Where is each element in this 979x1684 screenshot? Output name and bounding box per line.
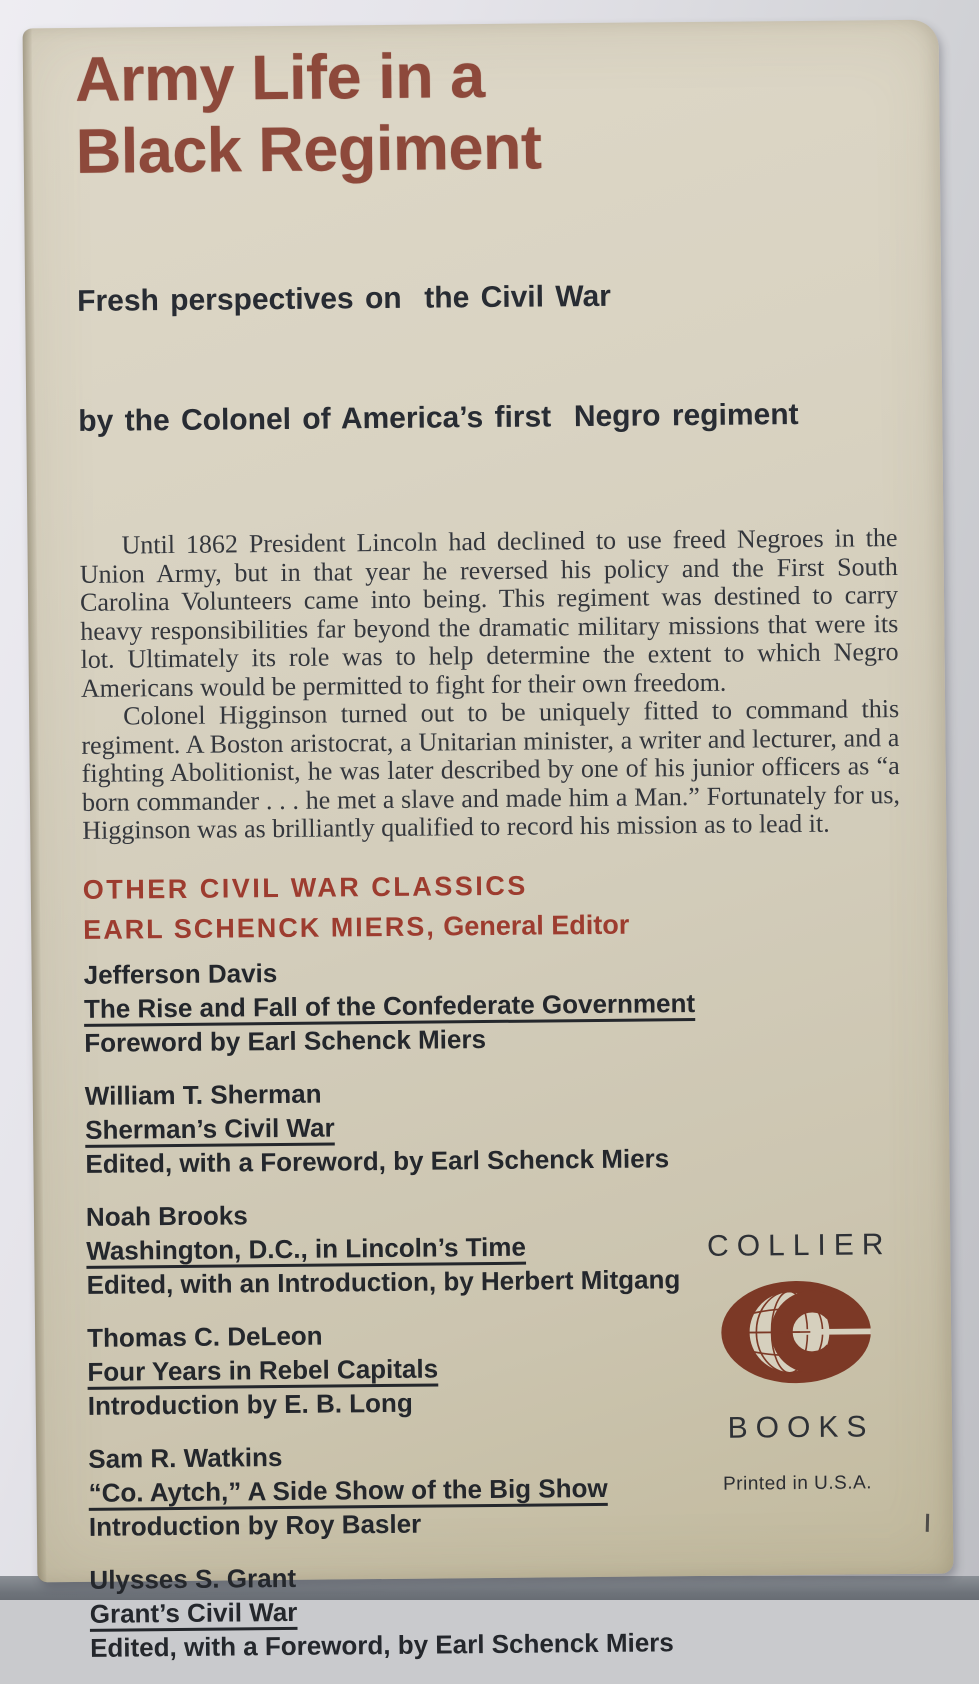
publisher-name-bottom: BOOKS: [682, 1410, 912, 1446]
printed-in-usa: Printed in U.S.A.: [682, 1472, 912, 1496]
book-credit: Edited, with a Foreword, by Earl Schenck Miers: [85, 1139, 903, 1181]
cover-scuff-mark: [926, 1514, 929, 1532]
book-title: [75, 36, 894, 188]
book-entry-title-text: Washington, D.C., in Lincoln’s Time: [86, 1231, 526, 1265]
subtitle-line1: Fresh perspectives on the Civil War: [77, 274, 895, 322]
book-title-line2: Black Regiment: [75, 108, 894, 188]
book-author: William T. Sherman: [85, 1071, 903, 1113]
section-editor-role: General Editor: [436, 909, 630, 941]
book-author: Ulysses S. Grant: [89, 1555, 907, 1597]
book-credit: Foreword by Earl Schenck Miers: [84, 1018, 902, 1060]
list-item: [83, 950, 902, 1060]
book-title-line1: Army Life in a: [75, 36, 894, 116]
section-editor: [83, 902, 901, 950]
book-entry-title-text: Four Years in Rebel Capitals: [87, 1353, 438, 1386]
blurb-paragraph-1: Until 1862 President Lincoln had declined to use freed Negroes in the Union Army, but in that year he reversed his policy and the First South Carolina Volunteers came into being. This regiment was destined to carry heavy responsibilities far beyond the dramatic military missions that were its lot. Ultimately its role was to help determine the extent to which Negro Americans would be permitted to fight for their own freedom.: [79, 524, 899, 703]
section-editor-name: EARL SCHENCK MIERS,: [83, 911, 436, 944]
blurb: [79, 524, 900, 845]
publisher-name-top: COLLIER: [680, 1228, 910, 1264]
list-item: [89, 1555, 908, 1665]
book-credit: Introduction by E. B. Long: [88, 1381, 906, 1423]
section-heading: OTHER CIVIL WAR CLASSICS: [83, 862, 901, 910]
book-credit: Edited, with an Introduction, by Herbert Mitgang: [86, 1260, 904, 1302]
collier-globe-c-icon: [720, 1278, 873, 1385]
publisher-block: [680, 1228, 913, 1496]
book-entry-title-text: Grant’s Civil War: [90, 1596, 298, 1628]
blurb-paragraph-2: Colonel Higginson turned out to be uniquely fitted to command this regiment. A Boston aristocrat, a Unitarian minister, a writer and lecturer, and a fighting Abolitionist, he was later described by one of his junior officers as “a born commander . . . he met a slave and made him a Man.” Fortunately for us, Higginson was as brilliantly qualified to record his mission as to lead it.: [81, 695, 900, 845]
book-subtitle: [76, 194, 897, 522]
subtitle-line2: by the Colonel of America’s first Negro regiment: [78, 394, 896, 442]
book-credit: Edited, with a Foreword, by Earl Schenck Miers: [90, 1623, 908, 1665]
list-item: [85, 1071, 904, 1181]
book-back-cover: [23, 20, 954, 1583]
book-entry-title-text: The Rise and Fall of the Confederate Government: [84, 988, 695, 1024]
book-credit: Introduction by Roy Basler: [89, 1502, 907, 1544]
book-author: Sam R. Watkins: [88, 1434, 906, 1476]
book-author: Noah Brooks: [86, 1192, 904, 1234]
book-author: Thomas C. DeLeon: [87, 1313, 905, 1355]
book-entry-title-text: Sherman’s Civil War: [85, 1112, 335, 1144]
book-entry-title-text: “Co. Aytch,” A Side Show of the Big Show: [88, 1472, 607, 1507]
book-author: Jefferson Davis: [83, 950, 901, 992]
